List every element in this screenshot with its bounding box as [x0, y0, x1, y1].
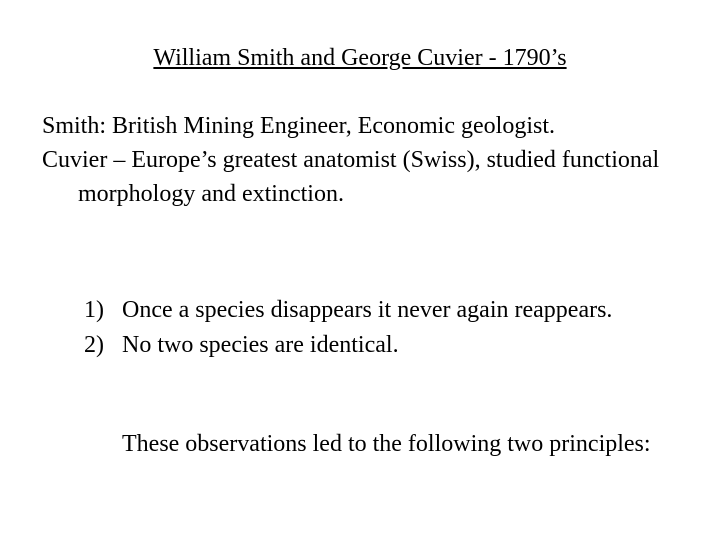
- list-item: [84, 328, 684, 363]
- list-item-text: Once a species disappears it never again reappears.: [122, 297, 613, 323]
- list-item: [84, 293, 684, 328]
- conclusion-text: These observations led to the following two principles:: [122, 431, 651, 457]
- smith-description: Smith: British Mining Engineer, Economic geologist.: [42, 113, 555, 139]
- slide-title: William Smith and George Cuvier - 1790’s: [153, 45, 567, 71]
- list-item-text: No two species are identical.: [122, 332, 399, 358]
- observations-list: [84, 293, 684, 363]
- cuvier-description: Cuvier – Europe’s greatest anatomist (Swiss), studied functional morphology and extinction.: [42, 147, 660, 207]
- intro-block: [42, 109, 702, 211]
- list-item-number: 1): [84, 297, 104, 323]
- list-item-number: 2): [84, 332, 104, 358]
